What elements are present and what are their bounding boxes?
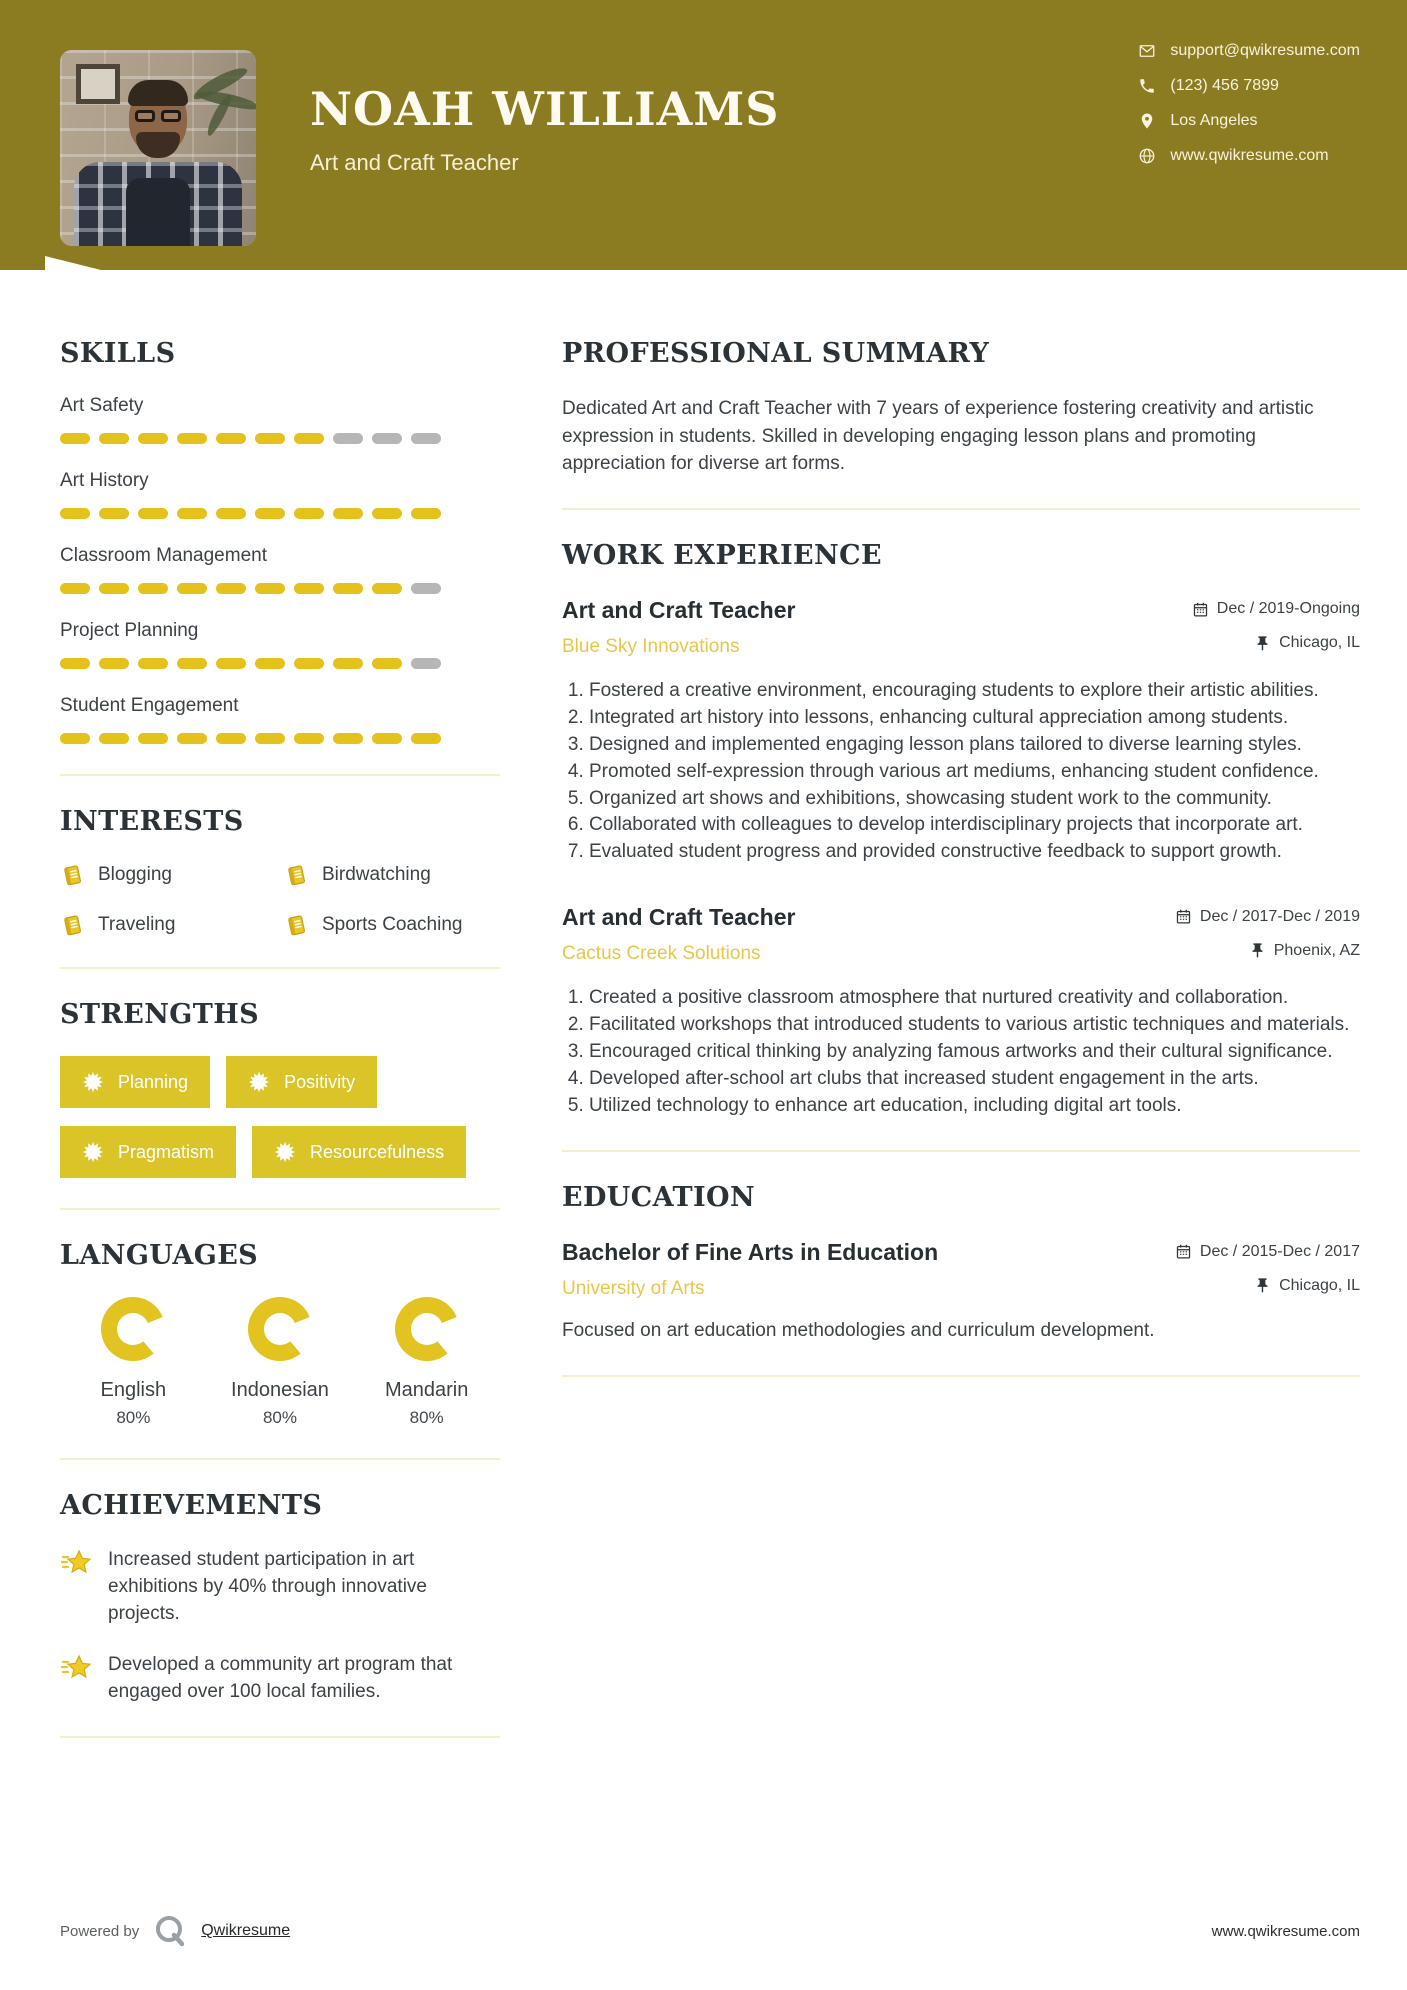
- skill-segment: [294, 508, 324, 519]
- skill-segment: [99, 508, 129, 519]
- job-bullet: 4. Promoted self-expression through various art mediums, enhancing student confidence.: [589, 759, 1360, 786]
- skill-segment: [177, 733, 207, 744]
- language-donut-chart: [248, 1297, 312, 1361]
- job-bullet: 2. Facilitated workshops that introduced students to various artistic techniques and materials.: [589, 1012, 1360, 1039]
- skill-segment: [294, 658, 324, 669]
- skill-segment: [60, 583, 90, 594]
- achievement-item: [60, 1547, 500, 1628]
- skill-bar: [60, 508, 500, 519]
- language-donut-chart: [101, 1297, 165, 1361]
- pushpin-icon: [1254, 635, 1271, 652]
- book-icon: [284, 913, 308, 937]
- skill-label: Classroom Management: [60, 545, 267, 566]
- divider: [60, 1736, 500, 1738]
- q-logo-icon: [153, 1914, 187, 1948]
- skill-segment: [216, 433, 246, 444]
- skill-segment: [216, 658, 246, 669]
- experience-section: [562, 540, 1360, 1121]
- job-bullet: 3. Encouraged critical thinking by analyzing famous artworks and their cultural significance.: [589, 1039, 1360, 1066]
- language-donut-chart: [395, 1297, 459, 1361]
- achievement-item: [60, 1652, 500, 1706]
- skill-segment: [411, 733, 441, 744]
- calendar-icon: [1192, 601, 1209, 618]
- qwikresume-link[interactable]: Qwikresume: [201, 1922, 291, 1939]
- skill-segment: [372, 433, 402, 444]
- skill-segment: [60, 733, 90, 744]
- skill-segment: [411, 583, 441, 594]
- job-bullet: 5. Utilized technology to enhance art education, including digital art tools.: [589, 1093, 1360, 1120]
- person-tshirt: [126, 178, 190, 246]
- skill-segment: [99, 733, 129, 744]
- interest-item: [60, 913, 260, 937]
- education-heading: EDUCATION: [562, 1182, 756, 1214]
- footer: [0, 1914, 1407, 1990]
- achievement-star-icon: [60, 1652, 92, 1684]
- company-name: Cactus Creek Solutions: [562, 943, 761, 965]
- job-bullet: 7. Evaluated student progress and provided constructive feedback to support growth.: [589, 839, 1360, 866]
- language-name: Indonesian: [231, 1379, 329, 1401]
- main-column: [562, 338, 1360, 1407]
- divider: [562, 1375, 1360, 1377]
- interests-section: [60, 806, 500, 937]
- skill-segment: [372, 733, 402, 744]
- skill-segment: [216, 508, 246, 519]
- book-icon: [60, 863, 84, 887]
- person-glasses: [132, 110, 184, 122]
- skill-segment: [255, 658, 285, 669]
- skill-segment: [138, 658, 168, 669]
- starburst-icon: [82, 1071, 104, 1093]
- strength-label: Positivity: [284, 1071, 356, 1092]
- skill-item: [60, 695, 500, 744]
- interest-label: Blogging: [98, 864, 172, 885]
- skill-segment: [99, 583, 129, 594]
- strength-label: Resourcefulness: [310, 1141, 445, 1162]
- person-hair: [128, 80, 188, 106]
- interests-heading: INTERESTS: [60, 806, 244, 837]
- job-bullets: [562, 678, 1360, 867]
- skill-segment: [99, 433, 129, 444]
- job-dates: [1192, 600, 1360, 618]
- summary-heading: PROFESSIONAL SUMMARY: [562, 338, 990, 369]
- skill-segment: [216, 733, 246, 744]
- person-name: NOAH WILLIAMS: [310, 82, 780, 136]
- strengths-heading: STRENGTHS: [60, 999, 260, 1030]
- skill-item: [60, 395, 500, 444]
- skill-bar: [60, 433, 500, 444]
- language-name: Mandarin: [384, 1379, 469, 1401]
- contact-text: (123) 456 7899: [1170, 77, 1279, 94]
- skill-segment: [294, 733, 324, 744]
- footer-website: www.qwikresume.com: [1211, 1922, 1360, 1940]
- achievement-text: Developed a community art program that engaged over 100 local families.: [108, 1653, 453, 1702]
- languages-section: [60, 1240, 500, 1428]
- skills-heading: SKILLS: [60, 338, 176, 369]
- skill-segment: [177, 658, 207, 669]
- achievements-heading: ACHIEVEMENTS: [60, 1490, 323, 1521]
- skill-label: Art Safety: [60, 395, 144, 416]
- skill-segment: [372, 658, 402, 669]
- job-location: [1254, 634, 1360, 652]
- skill-segment: [138, 433, 168, 444]
- starburst-icon: [274, 1141, 296, 1163]
- achievement-text: Increased student participation in art exhibitions by 40% through innovative projects.: [108, 1549, 427, 1624]
- strengths-section: [60, 999, 500, 1178]
- job-bullet: 5. Organized art shows and exhibitions, showcasing student work to the community.: [589, 786, 1360, 813]
- skill-segment: [216, 583, 246, 594]
- skill-label: Student Engagement: [60, 695, 239, 716]
- education-entry: [562, 1239, 1360, 1345]
- skills-list: [60, 395, 500, 744]
- interest-label: Birdwatching: [322, 864, 431, 885]
- skill-segment: [333, 433, 363, 444]
- skill-segment: [99, 658, 129, 669]
- email-icon: [1138, 42, 1156, 60]
- job-bullet: 1. Created a positive classroom atmosphere that nurtured creativity and collaboration.: [589, 985, 1360, 1012]
- language-item: [207, 1297, 354, 1428]
- jobs-list: [562, 597, 1360, 1121]
- skill-segment: [372, 508, 402, 519]
- powered-by-label: Powered by: [60, 1922, 140, 1940]
- skill-bar: [60, 733, 500, 744]
- header: [0, 0, 1407, 270]
- job-title: Art and Craft Teacher: [562, 596, 796, 623]
- language-percent: 80%: [409, 1408, 444, 1427]
- skill-segment: [60, 433, 90, 444]
- globe-icon: [1138, 147, 1156, 165]
- language-name: English: [100, 1379, 167, 1401]
- skill-segment: [411, 658, 441, 669]
- sidebar: [60, 338, 500, 1768]
- powered-by: [60, 1914, 290, 1948]
- skill-bar: [60, 583, 500, 594]
- job-bullet: 2. Integrated art history into lessons, enhancing cultural appreciation among students.: [589, 705, 1360, 732]
- education-section: [562, 1182, 1360, 1345]
- skill-segment: [372, 583, 402, 594]
- contact-text: www.qwikresume.com: [1170, 147, 1329, 164]
- book-icon: [60, 913, 84, 937]
- contact-item: [1138, 77, 1360, 95]
- education-dates: Dec / 2015-Dec / 2017: [1175, 1243, 1360, 1261]
- education-location: Chicago, IL: [1254, 1277, 1360, 1295]
- experience-heading: WORK EXPERIENCE: [562, 539, 882, 571]
- skill-item: [60, 470, 500, 519]
- contact-item: [1138, 112, 1360, 130]
- skill-item: [60, 545, 500, 594]
- interest-item: [284, 863, 500, 887]
- summary-text: Dedicated Art and Craft Teacher with 7 years of experience fostering creativity and artistic expression in students. Skilled in developing engaging lesson plans and promoting appreciation for diverse art forms.: [562, 398, 1314, 475]
- job-bullet: 1. Fostered a creative environment, encouraging students to explore their artistic abilities.: [589, 678, 1360, 705]
- pushpin-icon: [1254, 1277, 1271, 1294]
- contact-text: Los Angeles: [1170, 112, 1258, 129]
- company-name: Blue Sky Innovations: [562, 635, 740, 657]
- degree-title: Bachelor of Fine Arts in Education: [562, 1239, 939, 1266]
- interest-label: Sports Coaching: [322, 914, 463, 935]
- skill-bar: [60, 658, 500, 669]
- skill-segment: [411, 508, 441, 519]
- skill-segment: [177, 583, 207, 594]
- starburst-icon: [248, 1071, 270, 1093]
- content: [0, 270, 1407, 1914]
- contact-list: [1138, 42, 1360, 182]
- calendar-icon: [1175, 1243, 1192, 1260]
- skill-segment: [60, 508, 90, 519]
- job-dates: [1175, 908, 1360, 926]
- skills-section: [60, 338, 500, 744]
- job-dates-text: Dec / 2017-Dec / 2019: [1199, 907, 1360, 925]
- interest-item: [284, 913, 500, 937]
- strength-badge: [60, 1056, 210, 1108]
- skill-segment: [255, 583, 285, 594]
- skill-segment: [411, 433, 441, 444]
- skill-segment: [177, 508, 207, 519]
- divider: [60, 1458, 500, 1460]
- divider: [562, 508, 1360, 510]
- job-location-text: Chicago, IL: [1279, 634, 1360, 652]
- job-entry: [562, 597, 1360, 867]
- contact-item: [1138, 42, 1360, 60]
- strength-badge: [252, 1126, 466, 1178]
- contact-item: [1138, 147, 1360, 165]
- strengths-list: [60, 1056, 500, 1178]
- strength-badge: [60, 1126, 236, 1178]
- job-bullets: [562, 985, 1360, 1120]
- job-bullet: 4. Developed after-school art clubs that increased student engagement in the arts.: [589, 1066, 1360, 1093]
- job-dates-text: Dec / 2019-Ongoing: [1216, 600, 1360, 618]
- skill-segment: [333, 658, 363, 669]
- contact-text: support@qwikresume.com: [1170, 42, 1360, 59]
- phone-icon: [1138, 77, 1156, 95]
- skill-segment: [138, 733, 168, 744]
- education-description: Focused on art education methodologies and curriculum development.: [562, 1320, 1155, 1342]
- languages-heading: LANGUAGES: [60, 1240, 259, 1271]
- languages-list: [60, 1297, 500, 1428]
- picture-frame: [76, 64, 120, 104]
- book-icon: [284, 863, 308, 887]
- skill-item: [60, 620, 500, 669]
- summary-section: [562, 338, 1360, 478]
- skill-segment: [255, 508, 285, 519]
- job-bullet: 6. Collaborated with colleagues to develop interdisciplinary projects that incorporate art.: [589, 812, 1360, 839]
- divider: [60, 1208, 500, 1210]
- person-title: Art and Craft Teacher: [310, 150, 519, 175]
- job-bullet: 3. Designed and implemented engaging lesson plans tailored to diverse learning styles.: [589, 732, 1360, 759]
- skill-segment: [294, 583, 324, 594]
- language-percent: 80%: [262, 1408, 297, 1427]
- skill-label: Art History: [60, 470, 149, 491]
- skill-segment: [138, 508, 168, 519]
- achievements-section: [60, 1490, 500, 1706]
- achievements-list: [60, 1547, 500, 1706]
- calendar-icon: [1175, 908, 1192, 925]
- skill-label: Project Planning: [60, 620, 199, 641]
- skill-segment: [177, 433, 207, 444]
- achievement-star-icon: [60, 1547, 92, 1579]
- interest-item: [60, 863, 260, 887]
- job-location: [1249, 942, 1360, 960]
- starburst-icon: [82, 1141, 104, 1163]
- job-location-text: Phoenix, AZ: [1273, 941, 1360, 959]
- interests-list: [60, 863, 500, 937]
- skill-segment: [333, 733, 363, 744]
- pushpin-icon: [1249, 942, 1266, 959]
- location-icon: [1138, 112, 1156, 130]
- skill-segment: [333, 508, 363, 519]
- skill-segment: [255, 433, 285, 444]
- school-name: University of Arts: [562, 1278, 705, 1300]
- interest-label: Traveling: [98, 914, 176, 935]
- profile-photo: [60, 50, 256, 246]
- language-item: [353, 1297, 500, 1428]
- skill-segment: [138, 583, 168, 594]
- strength-badge: [226, 1056, 377, 1108]
- strength-label: Pragmatism: [118, 1141, 215, 1162]
- skill-segment: [333, 583, 363, 594]
- language-percent: 80%: [116, 1408, 151, 1427]
- divider: [60, 967, 500, 969]
- skill-segment: [255, 733, 285, 744]
- divider: [60, 774, 500, 776]
- strength-label: Planning: [118, 1071, 189, 1092]
- language-item: [60, 1297, 207, 1428]
- skill-segment: [60, 658, 90, 669]
- divider: [562, 1150, 1360, 1152]
- job-entry: [562, 904, 1360, 1120]
- job-title: Art and Craft Teacher: [562, 904, 796, 931]
- skill-segment: [294, 433, 324, 444]
